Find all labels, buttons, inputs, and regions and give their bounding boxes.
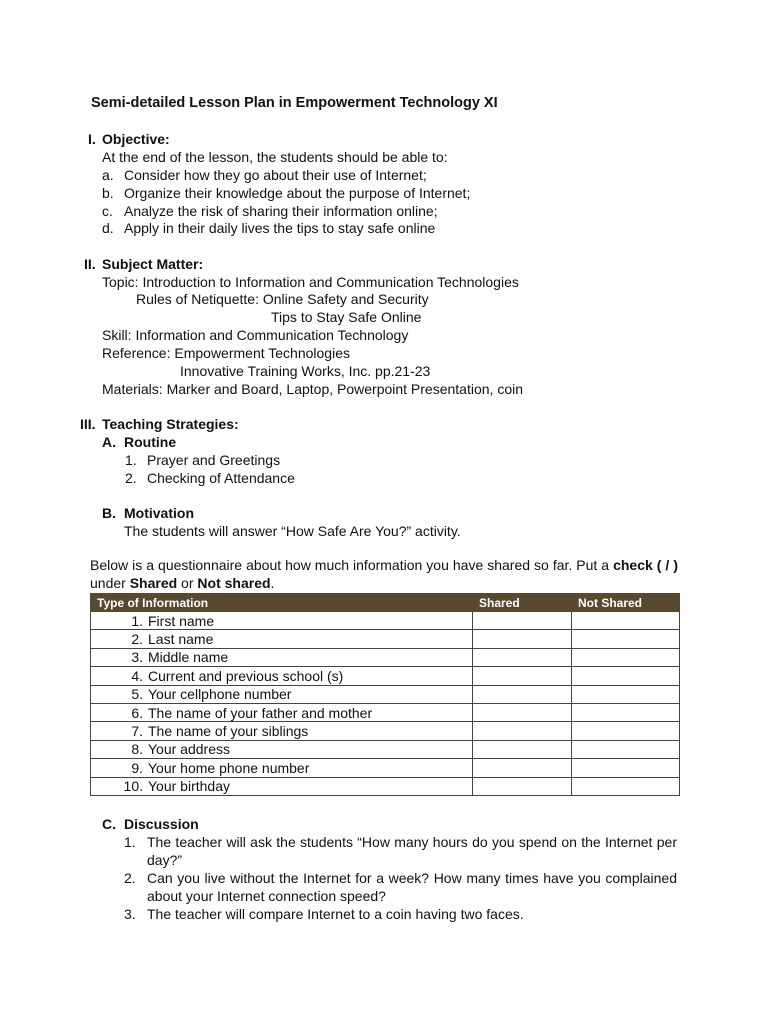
shared-cell[interactable] [473,648,572,666]
row-label: Last name [148,631,214,648]
row-number: 9. [131,759,143,776]
discussion-heading: Discussion [124,816,199,832]
row-number: 5. [131,686,143,703]
info-type-cell [91,777,473,795]
objective-item-letter: b. [102,185,114,201]
subject-reference: Reference: Empowerment Technologies [102,345,350,361]
not-shared-cell[interactable] [572,667,680,685]
row-number: 2. [131,631,143,648]
not-shared-cell[interactable] [572,759,680,777]
subject-heading: Subject Matter: [102,256,204,272]
table-row [91,630,680,648]
shared-cell[interactable] [473,740,572,758]
info-type-cell [91,630,473,648]
info-type-cell [91,612,473,630]
questionnaire-table [90,593,680,796]
row-label: The name of your siblings [148,723,309,740]
table-row [91,703,680,721]
column-header-not-shared: Not Shared [572,594,680,612]
objective-item-letter: a. [102,167,114,183]
instruction-text: under [90,575,130,591]
row-label: Your address [148,741,230,758]
discussion-item-text: The teacher will compare Internet to a coin having two faces. [147,906,524,922]
objective-heading: Objective: [102,131,170,147]
subject-topic-sub: Rules of Netiquette: Online Safety and Security [136,291,429,307]
discussion-item-number: 2. [124,870,136,886]
subject-reference-sub: Innovative Training Works, Inc. pp.21-23 [180,363,431,379]
row-number: 7. [131,723,143,740]
not-shared-cell[interactable] [572,722,680,740]
shared-cell[interactable] [473,612,572,630]
teaching-numeral: III. [80,416,96,432]
motivation-letter: B. [102,505,116,521]
shared-cell[interactable] [473,703,572,721]
shared-cell[interactable] [473,630,572,648]
column-header-shared: Shared [473,594,572,612]
info-type-cell [91,648,473,666]
objective-item-text: Analyze the risk of sharing their information online; [124,203,438,219]
subject-materials: Materials: Marker and Board, Laptop, Powerpoint Presentation, coin [102,381,524,397]
shared-cell[interactable] [473,722,572,740]
document-title: Semi-detailed Lesson Plan in Empowerment Technology XI [91,95,498,111]
routine-item-number: 2. [125,470,137,486]
instruction-text: or [177,575,198,591]
table-row [91,759,680,777]
subject-skill: Skill: Information and Communication Technology [102,327,409,343]
discussion-item-number: 1. [124,834,136,850]
shared-cell[interactable] [473,777,572,795]
info-type-cell [91,685,473,703]
info-type-cell [91,759,473,777]
routine-letter: A. [102,434,116,450]
row-number: 8. [131,741,143,758]
objective-numeral: I. [88,131,96,147]
row-label: The name of your father and mother [148,704,373,721]
instruction-shared: Shared [129,575,178,591]
shared-cell[interactable] [473,667,572,685]
shared-cell[interactable] [473,685,572,703]
instruction-text: Below is a questionnaire about how much information you have shared so far. Put a [90,557,614,573]
instruction-text: . [270,575,275,591]
not-shared-cell[interactable] [572,777,680,795]
row-number: 10. [123,778,143,795]
routine-heading: Routine [124,434,177,450]
table-header-row [91,594,680,612]
discussion-letter: C. [102,816,116,832]
info-type-cell [91,703,473,721]
teaching-heading: Teaching Strategies: [102,416,239,432]
row-label: Current and previous school (s) [148,667,344,684]
row-label: Your cellphone number [148,686,292,703]
table-row [91,722,680,740]
instruction-check-mark: check ( / ) [613,557,678,573]
motivation-text: The students will answer “How Safe Are You?” activity. [124,523,461,539]
table-row [91,648,680,666]
questionnaire-instruction [90,556,678,592]
routine-item-text: Prayer and Greetings [147,452,281,468]
not-shared-cell[interactable] [572,685,680,703]
not-shared-cell[interactable] [572,648,680,666]
objective-item-text: Consider how they go about their use of Internet; [124,167,427,183]
objective-item-text: Organize their knowledge about the purpose of Internet; [124,185,471,201]
info-type-cell [91,740,473,758]
not-shared-cell[interactable] [572,612,680,630]
objective-item-letter: c. [102,203,113,219]
subject-topic-sub: Tips to Stay Safe Online [271,309,422,325]
row-label: Middle name [148,649,229,666]
row-label: First name [148,612,215,629]
not-shared-cell[interactable] [572,703,680,721]
row-number: 3. [131,649,143,666]
row-label: Your birthday [148,778,230,795]
table-row [91,612,680,630]
row-number: 6. [131,704,143,721]
not-shared-cell[interactable] [572,740,680,758]
table-row [91,685,680,703]
table-row [91,667,680,685]
subject-topic: Topic: Introduction to Information and Communication Technologies [102,274,519,290]
subject-numeral: II. [84,256,96,272]
table-row [91,740,680,758]
table-row [91,777,680,795]
row-number: 1. [131,612,143,629]
info-type-cell [91,722,473,740]
not-shared-cell[interactable] [572,630,680,648]
instruction-not-shared: Not shared [197,575,271,591]
objective-item-letter: d. [102,220,114,236]
row-label: Your home phone number [148,759,310,776]
routine-item-text: Checking of Attendance [147,470,295,486]
routine-item-number: 1. [125,452,137,468]
discussion-item-text: The teacher will ask the students “How many hours do you spend on the Internet per day?” [147,834,677,868]
discussion-item-text: Can you live without the Internet for a week? How many times have you complained about your Internet connection speed? [147,870,677,904]
shared-cell[interactable] [473,759,572,777]
objective-item-text: Apply in their daily lives the tips to stay safe online [124,220,436,236]
motivation-heading: Motivation [124,505,194,521]
row-number: 4. [131,667,143,684]
info-type-cell [91,667,473,685]
discussion-item-number: 3. [124,906,136,922]
objective-intro: At the end of the lesson, the students should be able to: [102,149,448,165]
column-header-type: Type of Information [91,594,473,612]
